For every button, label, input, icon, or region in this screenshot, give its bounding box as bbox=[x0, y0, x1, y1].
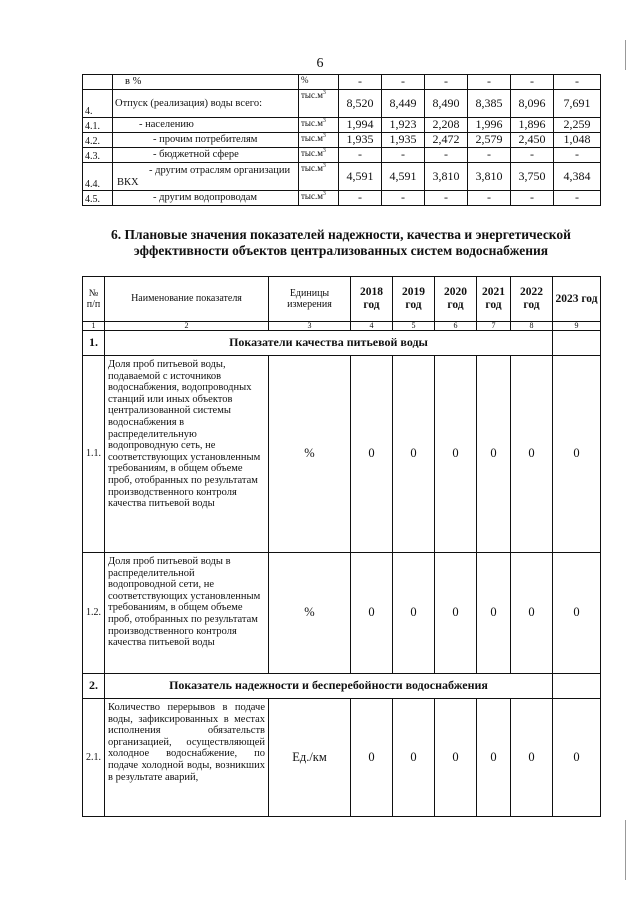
row-value: 2,259 bbox=[554, 118, 601, 133]
empty-cell bbox=[553, 674, 601, 699]
column-number: 4 bbox=[351, 322, 393, 331]
row-unit bbox=[299, 163, 339, 191]
row-unit bbox=[299, 148, 339, 163]
row-label: Отпуск (реализация) воды всего: bbox=[113, 90, 299, 118]
indicator-unit: Ед./км bbox=[269, 699, 351, 817]
row-label: - прочим потребителям bbox=[113, 133, 299, 148]
header-year: 2018 год bbox=[351, 277, 393, 322]
row-number: 1.1. bbox=[83, 356, 105, 553]
row-number: 4.4. bbox=[83, 163, 113, 191]
unit-superscript: 3 bbox=[322, 118, 326, 124]
indicator-value: 0 bbox=[351, 699, 393, 817]
row-value: 8,520 bbox=[339, 90, 382, 118]
scan-edge-mark bbox=[625, 40, 626, 70]
row-number: 1.2. bbox=[83, 553, 105, 674]
indicator-value: 0 bbox=[511, 553, 553, 674]
row-value: 3,810 bbox=[468, 163, 511, 191]
unit-superscript: 3 bbox=[322, 148, 326, 154]
header-year: 2020 год bbox=[435, 277, 477, 322]
header-num: № п/п bbox=[83, 277, 105, 322]
row-value: - bbox=[468, 191, 511, 206]
indicators-table bbox=[82, 276, 601, 817]
header-year: 2019 год bbox=[393, 277, 435, 322]
indicator-value: 0 bbox=[435, 699, 477, 817]
empty-cell bbox=[553, 331, 601, 356]
table-row bbox=[83, 148, 601, 163]
row-value: 8,449 bbox=[382, 90, 425, 118]
indicator-value: 0 bbox=[435, 553, 477, 674]
indicator-value: 0 bbox=[553, 356, 601, 553]
row-value: 3,810 bbox=[425, 163, 468, 191]
indicator-value: 0 bbox=[511, 699, 553, 817]
indicator-value: 0 bbox=[435, 356, 477, 553]
scan-edge-mark bbox=[625, 820, 626, 880]
table-row bbox=[83, 191, 601, 206]
row-label: - другим водопроводам bbox=[113, 191, 299, 206]
row-number: 4.1. bbox=[83, 118, 113, 133]
table-row bbox=[83, 90, 601, 118]
indicator-description: Доля проб питьевой воды, подаваемой с источников водоснабжения, водопроводных станций или иных объектов централизованной системы водоснабжения в распределительную водопроводную сеть, не соответствующих установленным требованиям, в общем объеме проб, отобранных по результатам производственного контроля качества питьевой воды bbox=[105, 356, 269, 553]
indicator-value: 0 bbox=[393, 356, 435, 553]
row-label: - бюджетной сфере bbox=[113, 148, 299, 163]
row-number: 2.1. bbox=[83, 699, 105, 817]
row-value: - bbox=[339, 148, 382, 163]
row-unit bbox=[299, 191, 339, 206]
row-value: - bbox=[339, 75, 382, 90]
header-year: 2022 год bbox=[511, 277, 553, 322]
indicator-value: 0 bbox=[351, 356, 393, 553]
row-value: 2,579 bbox=[468, 133, 511, 148]
section-heading: Показатель надежности и бесперебойности водоснабжения bbox=[105, 674, 553, 699]
row-value: - bbox=[382, 191, 425, 206]
indicator-description: Доля проб питьевой воды в распределительной водопроводной сети, не соответствующих установленным требованиям, в общем объеме проб, отобранных по результатам производственного контроля качества питьевой воды bbox=[105, 553, 269, 674]
section-number: 2. bbox=[83, 674, 105, 699]
header-year: 2023 год bbox=[553, 277, 601, 322]
indicator-value: 0 bbox=[477, 699, 511, 817]
unit-superscript: 3 bbox=[322, 191, 326, 197]
row-value: - bbox=[554, 75, 601, 90]
row-value: - bbox=[468, 148, 511, 163]
row-value: - bbox=[554, 148, 601, 163]
row-value: - bbox=[511, 191, 554, 206]
section-title: 6. Плановые значения показателей надежности, качества и энергетической эффективности объектов централизованных систем водоснабжения bbox=[111, 227, 571, 258]
row-value: - bbox=[425, 148, 468, 163]
column-number: 9 bbox=[553, 322, 601, 331]
row-value: - bbox=[554, 191, 601, 206]
row-value: - bbox=[425, 191, 468, 206]
row-value: 8,490 bbox=[425, 90, 468, 118]
row-value: - bbox=[382, 148, 425, 163]
row-unit bbox=[299, 75, 339, 90]
row-value: 7,691 bbox=[554, 90, 601, 118]
indicator-value: 0 bbox=[393, 553, 435, 674]
row-value: - bbox=[382, 75, 425, 90]
row-value: 1,935 bbox=[339, 133, 382, 148]
row-label: - населению bbox=[113, 118, 299, 133]
indicator-value: 0 bbox=[477, 356, 511, 553]
row-value: 1,048 bbox=[554, 133, 601, 148]
unit-text: тыс.м bbox=[301, 148, 323, 158]
unit-text: тыс.м bbox=[301, 118, 323, 128]
unit-superscript: 3 bbox=[322, 133, 326, 139]
row-value: 1,896 bbox=[511, 118, 554, 133]
row-value: - bbox=[511, 148, 554, 163]
indicator-unit: % bbox=[269, 356, 351, 553]
row-value: 8,385 bbox=[468, 90, 511, 118]
unit-text: % bbox=[301, 75, 309, 85]
header-unit: Единицы измерения bbox=[269, 277, 351, 322]
unit-text: тыс.м bbox=[301, 191, 323, 201]
row-number: 4.5. bbox=[83, 191, 113, 206]
row-value: 1,994 bbox=[339, 118, 382, 133]
section-heading: Показатели качества питьевой воды bbox=[105, 331, 553, 356]
page-number: 6 bbox=[316, 56, 324, 71]
section-number: 1. bbox=[83, 331, 105, 356]
row-number: 4. bbox=[83, 90, 113, 118]
table-row bbox=[83, 118, 601, 133]
header-name: Наименование показателя bbox=[105, 277, 269, 322]
row-value: - bbox=[468, 75, 511, 90]
row-value: 1,923 bbox=[382, 118, 425, 133]
column-number: 1 bbox=[83, 322, 105, 331]
row-value: 2,450 bbox=[511, 133, 554, 148]
column-number: 8 bbox=[511, 322, 553, 331]
row-number: 4.3. bbox=[83, 148, 113, 163]
row-value: 1,935 bbox=[382, 133, 425, 148]
indicator-value: 0 bbox=[553, 553, 601, 674]
column-number: 5 bbox=[393, 322, 435, 331]
table-row bbox=[83, 133, 601, 148]
indicator-value: 0 bbox=[477, 553, 511, 674]
row-value: - bbox=[339, 191, 382, 206]
column-number: 3 bbox=[269, 322, 351, 331]
water-supply-table bbox=[82, 74, 601, 206]
row-value: 2,472 bbox=[425, 133, 468, 148]
unit-text: тыс.м bbox=[301, 133, 323, 143]
row-value: 4,384 bbox=[554, 163, 601, 191]
row-value: 8,096 bbox=[511, 90, 554, 118]
table-row bbox=[83, 163, 601, 191]
row-value: 1,996 bbox=[468, 118, 511, 133]
row-value: - bbox=[511, 75, 554, 90]
row-number bbox=[83, 75, 113, 90]
column-number: 7 bbox=[477, 322, 511, 331]
table-row bbox=[83, 75, 601, 90]
row-label: в % bbox=[113, 75, 299, 90]
column-number: 6 bbox=[435, 322, 477, 331]
row-value: 2,208 bbox=[425, 118, 468, 133]
row-number: 4.2. bbox=[83, 133, 113, 148]
row-unit bbox=[299, 118, 339, 133]
row-value: 4,591 bbox=[339, 163, 382, 191]
indicator-value: 0 bbox=[553, 699, 601, 817]
unit-text: тыс.м bbox=[301, 163, 323, 173]
indicator-description: Количество перерывов в подаче воды, зафиксированных в местах исполнения обязательств организацией, осуществляющей холодное водоснабжение, по подаче холодной воды, возникших в результате аварий, bbox=[105, 699, 269, 817]
unit-superscript: 3 bbox=[322, 163, 326, 169]
indicator-value: 0 bbox=[351, 553, 393, 674]
row-value: - bbox=[425, 75, 468, 90]
indicator-value: 0 bbox=[511, 356, 553, 553]
indicator-unit: % bbox=[269, 553, 351, 674]
row-unit bbox=[299, 133, 339, 148]
unit-text: тыс.м bbox=[301, 90, 323, 100]
row-value: 3,750 bbox=[511, 163, 554, 191]
indicator-value: 0 bbox=[393, 699, 435, 817]
unit-superscript: 3 bbox=[322, 90, 326, 96]
row-unit bbox=[299, 90, 339, 118]
row-value: 4,591 bbox=[382, 163, 425, 191]
row-label: - другим отраслям организации ВКХ bbox=[113, 163, 299, 191]
header-year: 2021 год bbox=[477, 277, 511, 322]
column-number: 2 bbox=[105, 322, 269, 331]
